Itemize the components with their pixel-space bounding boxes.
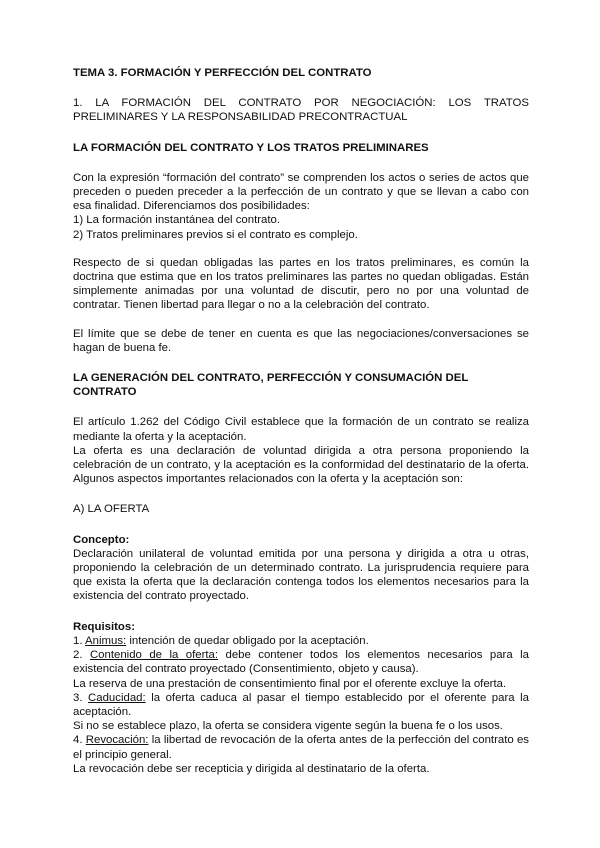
requisito-term: Caducidad: (88, 691, 146, 704)
document-title: TEMA 3. FORMACIÓN Y PERFECCIÓN DEL CONTRATO (73, 67, 372, 79)
paragraph-articulo: El artículo 1.262 del Código Civil establece que la formación de un contrato se realiza mediante la oferta y la aceptación. (73, 416, 529, 443)
paragraph-limite: El límite que se debe de tener en cuenta es que las negociaciones/conversaciones se hagan de buena fe. (73, 327, 529, 354)
requisito-note: La reserva de una prestación de consentimiento final por el oferente excluye la oferta. (73, 677, 507, 690)
requisito-term: Revocación: (85, 734, 149, 747)
subsection-oferta: A) LA OFERTA (73, 503, 150, 516)
document-page (73, 66, 529, 776)
requisito-note: La revocación debe ser recepticia y dirigida al destinatario de la oferta. (73, 762, 430, 775)
requisito-note: Si no se establece plazo, la oferta se considera vigente según la buena fe o los usos. (73, 720, 503, 733)
requisito-term: Contenido de la oferta: (89, 649, 219, 662)
requisito-item: 1. Animus: intención de quedar obligado por la aceptación. (73, 634, 369, 647)
requisito-item: 2. Contenido de la oferta: debe contener todos los elementos necesarios para la existencia del contrato proyectado (Consentimiento, objeto y causa). (73, 649, 529, 676)
requisito-term: Animus: (85, 634, 127, 647)
list-item: 1) La formación instantánea del contrato. (73, 214, 281, 227)
subheading-formacion: LA FORMACIÓN DEL CONTRATO Y LOS TRATOS PRELIMINARES (73, 141, 429, 154)
concepto-text: Declaración unilateral de voluntad emitida por una persona y dirigida a otra u otras, proponiendo la celebración de un determinado contrato. La jurisprudencia requiere para que exista la oferta que la declaración contenga todos los elementos necesarios para la existencia del contrato proyectado. (73, 547, 529, 603)
concepto-label: Concepto: (73, 533, 130, 546)
requisitos-label: Requisitos: (73, 620, 136, 633)
subheading-generacion: LA GENERACIÓN DEL CONTRATO, PERFECCIÓN Y CONSUMACIÓN DEL CONTRATO (73, 372, 469, 399)
paragraph-formacion: Con la expresión “formación del contrato” se comprenden los actos o series de actos que preceden o pueden preceder a la perfección de un contrato y que se llevan a cabo con esa finalidad. Diferenciamos dos posibilidades: (73, 171, 529, 213)
requisito-item: 4. Revocación: la libertad de revocación de la oferta antes de la perfección del contrato es el principio general. (73, 734, 529, 761)
paragraph-tratos: Respecto de si quedan obligadas las partes en los tratos preliminares, es común la doctrina que estima que en los tratos preliminares las partes no quedan obligadas. Están simplemente animadas por una voluntad de discutir, pero no por una voluntad de contratar. Tienen libertad para llegar o no a la celebración del contrato. (73, 256, 529, 312)
section-heading-1: 1. LA FORMACIÓN DEL CONTRATO POR NEGOCIACIÓN: LOS TRATOS PRELIMINARES Y LA RESPONSABILIDAD PRECONTRACTUAL (73, 97, 529, 124)
list-item: 2) Tratos preliminares previos si el contrato es complejo. (73, 228, 358, 241)
requisito-item: 3. Caducidad: la oferta caduca al pasar el tiempo establecido por el oferente para la aceptación. (73, 691, 529, 718)
paragraph-oferta-def: La oferta es una declaración de voluntad dirigida a otra persona proponiendo la celebración de un contrato, y la aceptación es la conformidad del destinatario de la oferta. Algunos aspectos importantes relacionados con la oferta y la aceptación son: (73, 444, 529, 486)
